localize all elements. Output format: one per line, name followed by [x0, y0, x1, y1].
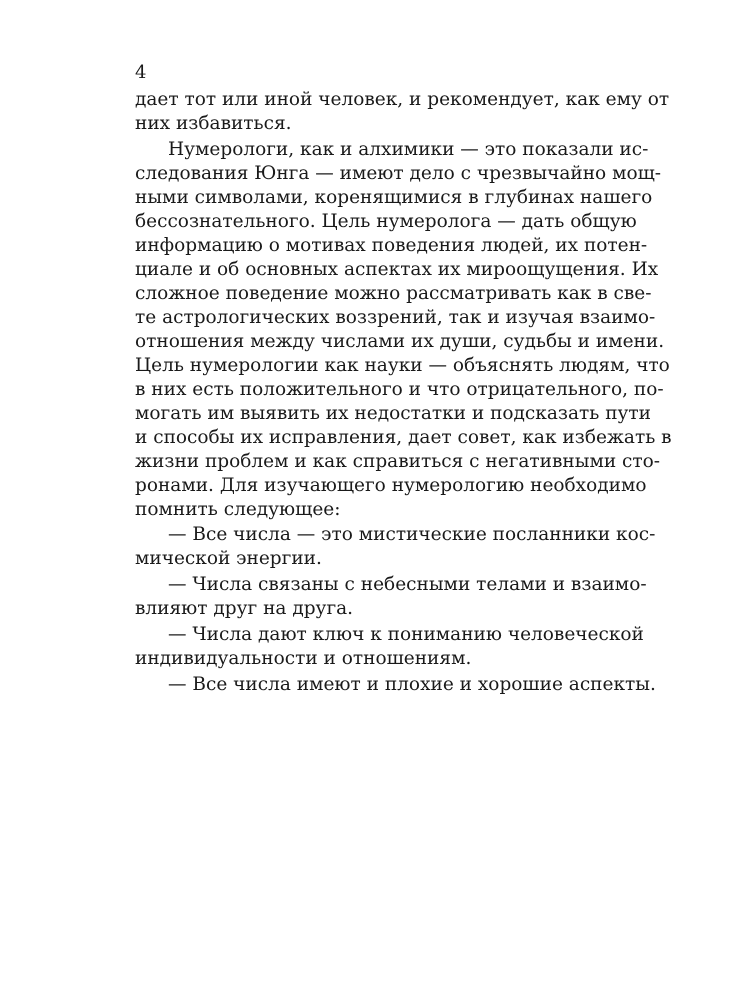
text-line: Нумерологи, как и алхимики — это показали ис- — [168, 139, 649, 160]
list-item-line: — Числа дают ключ к пониманию человеческой — [168, 624, 644, 645]
list-item-line: — Все числа имеют и плохие и хорошие аспекты. — [168, 674, 656, 695]
text-line: ными символами, коренящимися в глубинах нашего — [135, 187, 653, 208]
text-line: в них есть положительного и что отрицательного, по- — [135, 379, 664, 400]
text-line: следования Юнга — имеют дело с чрезвычайно мощ- — [135, 163, 662, 184]
list-item-line: — Все числа — это мистические посланники кос- — [168, 524, 656, 545]
text-line: ронами. Для изучающего нумерологию необходимо — [135, 475, 647, 496]
list-item-line: мической энергии. — [135, 548, 322, 569]
text-line: те астрологических воззрений, так и изучая взаимо- — [135, 307, 656, 328]
text-line: и способы их исправления, дает совет, как избежать в — [135, 427, 672, 448]
text-line: Цель нумерологии как науки — объяснять людям, что — [135, 355, 670, 376]
text-line: могать им выявить их недостатки и подсказать пути — [135, 403, 651, 424]
list-item-line: — Числа связаны с небесными телами и взаимо- — [168, 574, 647, 595]
text-line: них избавиться. — [135, 113, 292, 134]
text-line: дает тот или иной человек, и рекомендует, как ему от — [135, 89, 670, 110]
text-line: сложное поведение можно рассматривать как в све- — [135, 283, 652, 304]
text-line: жизни проблем и как справиться с негативными сто- — [135, 451, 661, 472]
page-number: 4 — [135, 62, 147, 83]
text-line: отношения между числами их души, судьбы и имени. — [135, 331, 665, 352]
list-item-line: влияют друг на друга. — [135, 598, 354, 619]
text-line: циале и об основных аспектах их мироощущения. Их — [135, 259, 659, 280]
text-line: информацию о мотивах поведения людей, их потен- — [135, 235, 648, 256]
text-line: помнить следующее: — [135, 499, 341, 520]
list-item-line: индивидуальности и отношениям. — [135, 648, 472, 669]
text-line: бессознательного. Цель нумеролога — дать общую — [135, 211, 637, 232]
